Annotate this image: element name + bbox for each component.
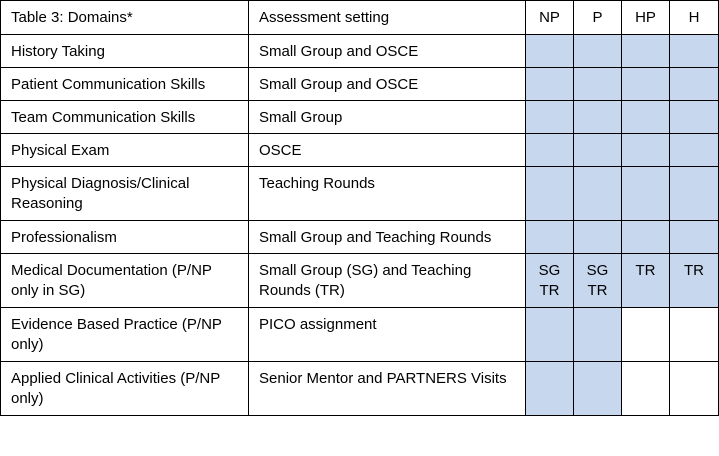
assessment-setting-cell [249, 254, 526, 308]
cell-line: Patient Communication Skills [11, 76, 206, 93]
np-cell [526, 35, 574, 68]
table-row [1, 308, 719, 362]
cell-line: SG [538, 262, 561, 279]
assessment-setting-cell [249, 362, 526, 416]
np-cell [526, 362, 574, 416]
table-row [1, 35, 719, 68]
header-p: P [574, 1, 622, 35]
h-cell [670, 167, 719, 221]
domain-cell [1, 221, 249, 254]
p-cell [574, 134, 622, 167]
cell-line: TR [539, 282, 560, 299]
p-cell [574, 68, 622, 101]
cell-line: Reasoning [11, 195, 83, 212]
h-cell [670, 221, 719, 254]
h-cell [670, 308, 719, 362]
p-cell [574, 308, 622, 362]
table-row [1, 101, 719, 134]
header-hp: HP [622, 1, 670, 35]
cell-line: Professionalism [11, 229, 117, 246]
p-cell [574, 221, 622, 254]
cell-line: Small Group and Teaching Rounds [259, 229, 492, 246]
h-cell [670, 35, 719, 68]
header-assessment-setting: Assessment setting [249, 1, 526, 35]
cell-line: only) [11, 390, 44, 407]
assessment-setting-cell [249, 308, 526, 362]
hp-cell [622, 35, 670, 68]
h-cell [670, 254, 719, 308]
domain-cell [1, 167, 249, 221]
cell-line: TR [587, 282, 608, 299]
cell-line: SG [586, 262, 609, 279]
cell-line: Applied Clinical Activities (P/NP [11, 370, 221, 387]
cell-line: Small Group (SG) and Teaching [259, 262, 472, 279]
cell-line: Rounds (TR) [259, 282, 345, 299]
assessment-setting-cell [249, 167, 526, 221]
table-row [1, 254, 719, 308]
assessment-setting-cell [249, 221, 526, 254]
table-row [1, 134, 719, 167]
cell-line: Teaching Rounds [259, 175, 375, 192]
h-cell [670, 101, 719, 134]
cell-line: PICO assignment [259, 316, 377, 333]
h-cell [670, 68, 719, 101]
cell-line: Physical Diagnosis/Clinical [11, 175, 190, 192]
p-cell [574, 362, 622, 416]
p-cell [574, 254, 622, 308]
header-h: H [670, 1, 719, 35]
cell-line: Senior Mentor and PARTNERS Visits [259, 370, 507, 387]
cell-line: TR [684, 262, 704, 279]
cell-line: Medical Documentation (P/NP [11, 262, 212, 279]
np-cell [526, 134, 574, 167]
np-cell [526, 167, 574, 221]
p-cell [574, 35, 622, 68]
header-row [1, 1, 719, 35]
assessment-setting-cell [249, 134, 526, 167]
hp-cell [622, 134, 670, 167]
hp-cell [622, 362, 670, 416]
h-cell [670, 134, 719, 167]
cell-line: Small Group and OSCE [259, 76, 419, 93]
cell-line: Team Communication Skills [11, 109, 196, 126]
hp-cell [622, 101, 670, 134]
assessment-setting-cell [249, 101, 526, 134]
table-row [1, 221, 719, 254]
assessment-setting-cell [249, 68, 526, 101]
table-body [1, 1, 719, 416]
cell-line: Physical Exam [11, 142, 110, 159]
np-cell [526, 254, 574, 308]
cell-line: only in SG) [11, 282, 86, 299]
header-domains: Table 3: Domains* [1, 1, 249, 35]
cell-line: Small Group and OSCE [259, 43, 419, 60]
hp-cell [622, 308, 670, 362]
table-row [1, 68, 719, 101]
hp-cell [622, 68, 670, 101]
table-row [1, 362, 719, 416]
hp-cell [622, 221, 670, 254]
domain-cell [1, 362, 249, 416]
domain-cell [1, 308, 249, 362]
header-np: NP [526, 1, 574, 35]
np-cell [526, 221, 574, 254]
cell-line: OSCE [259, 142, 302, 159]
domain-cell [1, 68, 249, 101]
np-cell [526, 308, 574, 362]
table-row [1, 167, 719, 221]
h-cell [670, 362, 719, 416]
domain-cell [1, 254, 249, 308]
hp-cell [622, 254, 670, 308]
cell-line: TR [635, 262, 656, 279]
cell-line: Evidence Based Practice (P/NP [11, 316, 222, 333]
domain-cell [1, 101, 249, 134]
p-cell [574, 101, 622, 134]
domain-cell [1, 35, 249, 68]
cell-line: only) [11, 336, 44, 353]
np-cell [526, 101, 574, 134]
hp-cell [622, 167, 670, 221]
domain-cell [1, 134, 249, 167]
p-cell [574, 167, 622, 221]
cell-line: Small Group [259, 109, 343, 126]
cell-line: History Taking [11, 43, 105, 60]
np-cell [526, 68, 574, 101]
assessment-setting-cell [249, 35, 526, 68]
